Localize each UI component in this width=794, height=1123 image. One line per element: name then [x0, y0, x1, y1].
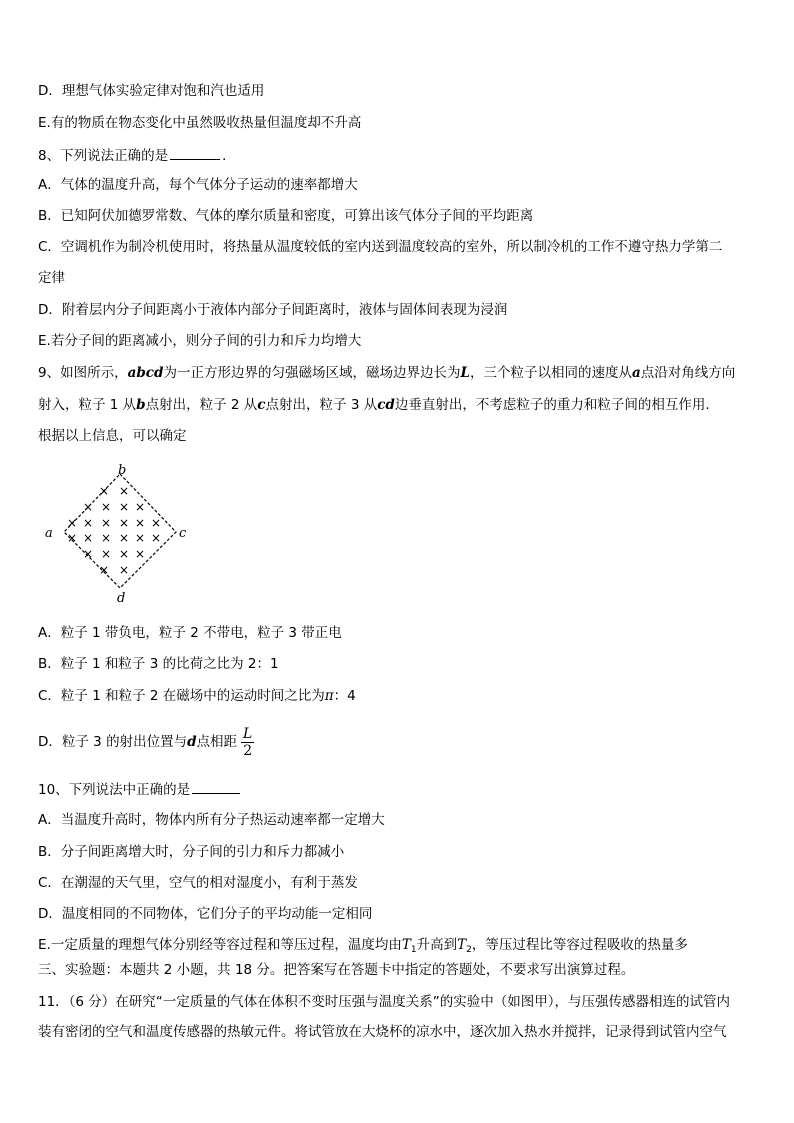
field-cross: × — [100, 500, 112, 514]
q9-text: 点射出，粒子 2 从 — [145, 397, 258, 413]
q10-option-a: A．当温度升高时，物体内所有分子热运动速率都一定增大 — [38, 812, 385, 828]
field-cross: × — [100, 516, 112, 530]
field-cross: × — [82, 547, 94, 561]
q8-option-c-line2: 定律 — [38, 270, 65, 286]
label-c: c — [179, 526, 187, 541]
fraction-numerator: L — [243, 725, 253, 742]
q10-e-text: 升高到 — [416, 937, 458, 953]
q9-d-text: 点相距 — [196, 734, 238, 750]
q11-line2: 装有密闭的空气和温度传感器的热敏元件。将试管放在大烧杯的凉水中，逐次加入热水并搅拌，记录得到试管内空气 — [38, 1024, 727, 1040]
field-cross: × — [134, 531, 146, 545]
field-cross: × — [98, 484, 110, 498]
section-3-heading: 三、实验题：本题共 2 小题，共 18 分。把答案写在答题卡中指定的答题处，不要求写出演算过程。 — [38, 962, 635, 978]
q9-text: 边垂直射出，不考虑粒子的重力和粒子间的相互作用. — [394, 397, 710, 413]
q11-line1: 11．（6 分）在研究“一定质量的气体在体积不变时压强与温度关系”的实验中（如图甲），与压强传感器相连的试管内 — [38, 994, 731, 1010]
q7-option-e: E.有的物质在物态变化中虽然吸收热量但温度却不升高 — [38, 115, 362, 131]
q8-option-b: B．已知阿伏加德罗常数、气体的摩尔质量和密度，可算出该气体分子间的平均距离 — [38, 208, 534, 224]
q9-option-d — [38, 722, 758, 762]
field-cross: × — [118, 531, 130, 545]
q9-stem-line3: 根据以上信息，可以确定 — [38, 428, 187, 444]
q9-var-c: c — [257, 397, 266, 413]
field-cross: × — [118, 516, 130, 530]
field-cross: × — [66, 531, 78, 545]
subscript-2: 2 — [466, 945, 472, 955]
label-b: b — [118, 463, 127, 478]
q10-stem — [38, 779, 758, 800]
q8-stem-end: ． — [222, 148, 236, 164]
q8-stem — [38, 145, 758, 166]
q8-stem-text: 8、下列说法正确的是 — [38, 148, 169, 164]
q10-e-text: ，等压过程比等容过程吸收的热量多 — [471, 937, 688, 953]
q9-var-cd: cd — [377, 397, 395, 413]
q10-option-b: B．分子间距离增大时，分子间的引力和斥力都减小 — [38, 844, 345, 860]
q9-text: ，三个粒子以相同的速度从 — [469, 365, 632, 381]
q8-option-c-line1: C．空调机作为制冷机使用时，将热量从温度较低的室内送到温度较高的室外，所以制冷机的工作不遵守热力学第二 — [38, 239, 723, 255]
q10-option-c: C．在潮湿的天气里，空气的相对湿度小，有利于蒸发 — [38, 875, 358, 891]
q9-var-b: b — [136, 397, 146, 413]
q8-option-e: E.若分子间的距离减小，则分子间的引力和斥力均增大 — [38, 333, 362, 349]
q9-text: 为一正方形边界的匀强磁场区域，磁场边界边长为 — [163, 365, 461, 381]
fraction-L-over-2 — [241, 726, 254, 759]
field-cross: × — [118, 547, 130, 561]
field-cross: × — [82, 500, 94, 514]
q9-c-pi: π — [324, 688, 334, 704]
q10-option-e — [38, 935, 758, 960]
field-cross: × — [134, 500, 146, 514]
subscript-1: 1 — [410, 945, 417, 955]
field-cross: × — [118, 500, 130, 514]
q9-c-text: C．粒子 1 和粒子 2 在磁场中的运动时间之比为 — [38, 688, 325, 704]
q9-stem-line2 — [38, 395, 758, 415]
field-cross: × — [66, 516, 78, 530]
answer-blank — [170, 145, 220, 160]
q9-var-a: a — [631, 365, 641, 381]
q8-option-a: A．气体的温度升高，每个气体分子运动的速率都增大 — [38, 177, 358, 193]
field-crosses — [67, 484, 161, 577]
field-cross: × — [134, 516, 146, 530]
fraction-denominator: 2 — [243, 742, 253, 759]
magnetic-field-diagram — [36, 456, 206, 606]
q9-var-abcd: abcd — [127, 365, 164, 381]
field-cross: × — [100, 547, 112, 561]
field-cross: × — [100, 531, 112, 545]
field-cross: × — [118, 484, 130, 498]
field-cross: × — [82, 516, 94, 530]
q9-var-L: L — [460, 365, 470, 381]
field-cross: × — [134, 547, 146, 561]
field-cross: × — [98, 563, 110, 577]
q9-stem-line1 — [38, 363, 758, 383]
q8-option-d: D．附着层内分子间距离小于液体内部分子间距离时，液体与固体间表现为浸润 — [38, 302, 508, 318]
field-cross: × — [150, 531, 162, 545]
q10-e-text: E.一定质量的理想气体分别经等容过程和等压过程，温度均由 — [38, 937, 402, 953]
q9-option-a: A．粒子 1 带负电，粒子 2 不带电，粒子 3 带正电 — [38, 625, 342, 641]
q10-option-d: D．温度相同的不同物体，它们分子的平均动能一定相同 — [38, 906, 373, 922]
q9-text: 点射出，粒子 3 从 — [265, 397, 378, 413]
q9-d-text: D．粒子 3 的射出位置与 — [38, 734, 188, 750]
q7-option-d: D．理想气体实验定律对饱和汽也适用 — [38, 83, 265, 99]
label-d: d — [117, 591, 126, 606]
q10-stem-text: 10、下列说法中正确的是 — [38, 782, 191, 798]
q9-text: 9、如图所示， — [38, 365, 128, 381]
answer-blank — [192, 779, 240, 794]
label-a: a — [45, 526, 53, 541]
q9-var-d: d — [187, 734, 197, 750]
q9-option-c — [38, 686, 758, 706]
var-T1: T — [401, 937, 411, 953]
field-cross: × — [118, 563, 130, 577]
q9-text: 点沿对角线方向 — [640, 365, 736, 381]
var-T2: T — [457, 937, 467, 953]
q9-option-b: B．粒子 1 和粒子 3 的比荷之比为 2：1 — [38, 656, 279, 672]
q9-text: 射入，粒子 1 从 — [38, 397, 137, 413]
field-cross: × — [82, 531, 94, 545]
q9-c-ratio: ：4 — [333, 688, 356, 704]
field-cross: × — [150, 516, 162, 530]
